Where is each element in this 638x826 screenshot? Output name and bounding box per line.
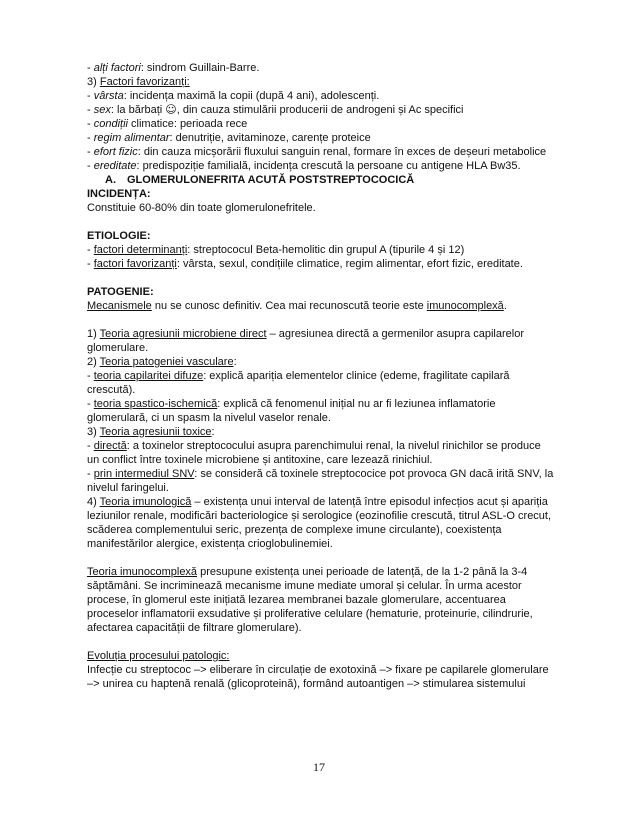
theory-2	[87, 355, 555, 369]
spastic-ischemic-term: teoria spastico-ischemică	[93, 398, 218, 410]
effort-text: : din cauza micșorării fluxului sanguin renal, formare în exces de deșeuri metabolice	[137, 146, 547, 158]
theory-1-text: – agresiunea directă a germenilor asupra capilarelor glomerulare.	[87, 328, 524, 354]
dash: -	[87, 258, 94, 270]
favoring-factors-heading	[87, 75, 555, 89]
immunocomplex-paragraph	[87, 565, 555, 635]
snv-term: prin intermediul SNV	[93, 468, 195, 480]
dash: -	[87, 104, 94, 116]
heredity-text: : predispoziție familială, incidența crescută la persoane cu antigene HLA Bw35.	[136, 160, 521, 172]
favoring-factors-text: : vârsta, sexul, condițiile climatice, regim alimentar, efort fizic, ereditate.	[176, 258, 523, 270]
dash: -	[87, 398, 94, 410]
mechanisms-term: Mecanismele	[87, 300, 152, 312]
other-factors-line	[87, 61, 555, 75]
intro-period: .	[503, 300, 507, 312]
item-number: 1)	[87, 328, 100, 340]
theory-4-title: Teoria imunologică	[99, 496, 192, 508]
direct-term: directă	[93, 440, 127, 452]
diet-term: regim alimentar	[93, 132, 170, 144]
diet-text: : denutriție, avitaminoze, carențe proteice	[169, 132, 371, 144]
diffuse-capillaritis-text: : explică apariția elementelor clinice (edeme, fragilitate capilară crescută).	[87, 370, 510, 396]
pathogenesis-intro	[87, 299, 555, 313]
theory-4	[87, 495, 555, 551]
direct-text: : a toxinelor streptococului asupra parenchimului renal, la nivelul rinichilor se produce un conflict între toxinele microbiene și antitoxine, care lezează rinichiul.	[87, 440, 541, 466]
dash: -	[87, 244, 94, 256]
immunocomplex-theory-text: presupune existența unei perioade de latență, de la 1-2 până la 3-4 săptămâni. Se incriminează mecanisme imune mediate umoral și celular. În urma acestor procese, în glomerul este inițiată lezarea membranei bazale glomerulare, accentuarea proceselor inflamatorii exsudative și proliferative celulare (hematurie, proteinurie, cilindrurie, afectarea capacității de filtrare glomerulare).	[87, 566, 533, 634]
favoring-factors-term: factori favorizanți	[93, 258, 177, 270]
colon: :	[211, 426, 215, 438]
theory-3-snv	[87, 467, 555, 495]
spastic-ischemic-text: : explică că fenomenul inițial nu ar fi leziunea inflamatorie glomerulară, ci un spasm la nivelul vaselor renale.	[87, 398, 496, 424]
diffuse-capillaritis-term: teoria capilaritei difuze	[93, 370, 204, 382]
pathogenesis-heading: PATOGENIE:	[87, 286, 154, 298]
determinant-factors-term: factori determinanți	[93, 244, 188, 256]
page-content	[87, 61, 555, 691]
climate-text: climatice: perioada rece	[127, 118, 248, 130]
dash: -	[87, 132, 94, 144]
age-term: vârsta	[93, 90, 124, 102]
incidence-text: Constituie 60-80% din toate glomerulonefritele.	[87, 202, 316, 214]
intro-text: nu se cunosc definitiv. Cea mai recunoscută teorie este	[151, 300, 427, 312]
dash: -	[87, 90, 94, 102]
diet-line	[87, 131, 555, 145]
smiley-icon: ☺	[165, 103, 177, 116]
dash: -	[87, 160, 94, 172]
age-text: : incidența maximă la copii (după 4 ani), adolescenți.	[123, 90, 380, 102]
section-title: GLOMERULONEFRITA ACUTĂ POSTSTREPTOCOCICĂ	[127, 174, 415, 186]
etiology-heading: ETIOLOGIE:	[87, 230, 151, 242]
theory-2-spastic	[87, 397, 555, 425]
section-a-heading	[87, 173, 555, 187]
heredity-term: ereditate	[93, 160, 137, 172]
page-number: 17	[313, 760, 325, 774]
climate-term: condiții	[93, 118, 128, 130]
theory-2-diffuse	[87, 369, 555, 397]
other-factors-text: : sindrom Guillain-Barre.	[140, 62, 260, 74]
theory-1	[87, 327, 555, 355]
sex-text: : la bărbați	[110, 104, 166, 116]
favoring-factors-title: Factori favorizanți:	[99, 76, 190, 88]
age-line	[87, 89, 555, 103]
evolution-text: Infecție cu streptococ –> eliberare în circulație de exotoxină –> fixare pe capilarele glomerulare –> unirea cu haptenă renală (glicoproteină), formând autoantigen –> stimularea sistemului	[87, 664, 549, 690]
determinant-factors-text: : streptococul Beta-hemolitic din grupul A (tipurile 4 și 12)	[187, 244, 465, 256]
dash: -	[87, 118, 94, 130]
immunocomplex-theory-term: Teoria imunocomplexă	[87, 566, 198, 578]
snv-text: : se consideră că toxinele streptococice pot provoca GN dacă irită SNV, la nivelul faringelui.	[87, 468, 554, 494]
theory-2-title: Teoria patogeniei vasculare	[99, 356, 234, 368]
theory-3-title: Teoria agresiunii toxice	[99, 426, 212, 438]
item-number: 3)	[87, 76, 100, 88]
sex-line	[87, 103, 555, 117]
climate-line	[87, 117, 555, 131]
item-number: 2)	[87, 356, 100, 368]
evolution-heading: Evoluția procesului patologic:	[87, 650, 230, 662]
colon: :	[233, 356, 237, 368]
favoring-factors-line	[87, 257, 555, 271]
effort-line	[87, 145, 555, 159]
incidence-heading: INCIDENȚA:	[87, 188, 151, 200]
immunocomplex-term: imunocomplexă	[426, 300, 504, 312]
other-factors-term: alți factori	[93, 62, 141, 74]
dash: -	[87, 468, 94, 480]
item-number: 4)	[87, 496, 100, 508]
theory-4-text: – existența unui interval de latență între episodul infecțios acut și apariția leziunilor renale, modificări bacteriologice și serologice (eozinofilie crescută, titrul ASL-O crecut, scăderea complementului seric, prezența de complexe imune circulante), coexistența manifestărilor alergice, existența crioglobulinemiei.	[87, 496, 552, 550]
dash: -	[87, 440, 94, 452]
dash: -	[87, 62, 94, 74]
theory-3	[87, 425, 555, 439]
heredity-line	[87, 159, 555, 173]
section-letter: A.	[105, 174, 116, 186]
dash: -	[87, 370, 94, 382]
effort-term: efort fizic	[93, 146, 138, 158]
sex-term: sex	[93, 104, 111, 116]
theory-3-direct	[87, 439, 555, 467]
item-number: 3)	[87, 426, 100, 438]
theory-1-title: Teoria agresiunii microbiene direct	[99, 328, 267, 340]
determinant-factors-line	[87, 243, 555, 257]
dash: -	[87, 146, 94, 158]
sex-text-cont: , din cauza stimulării producerii de androgeni și Ac specifici	[176, 104, 464, 116]
